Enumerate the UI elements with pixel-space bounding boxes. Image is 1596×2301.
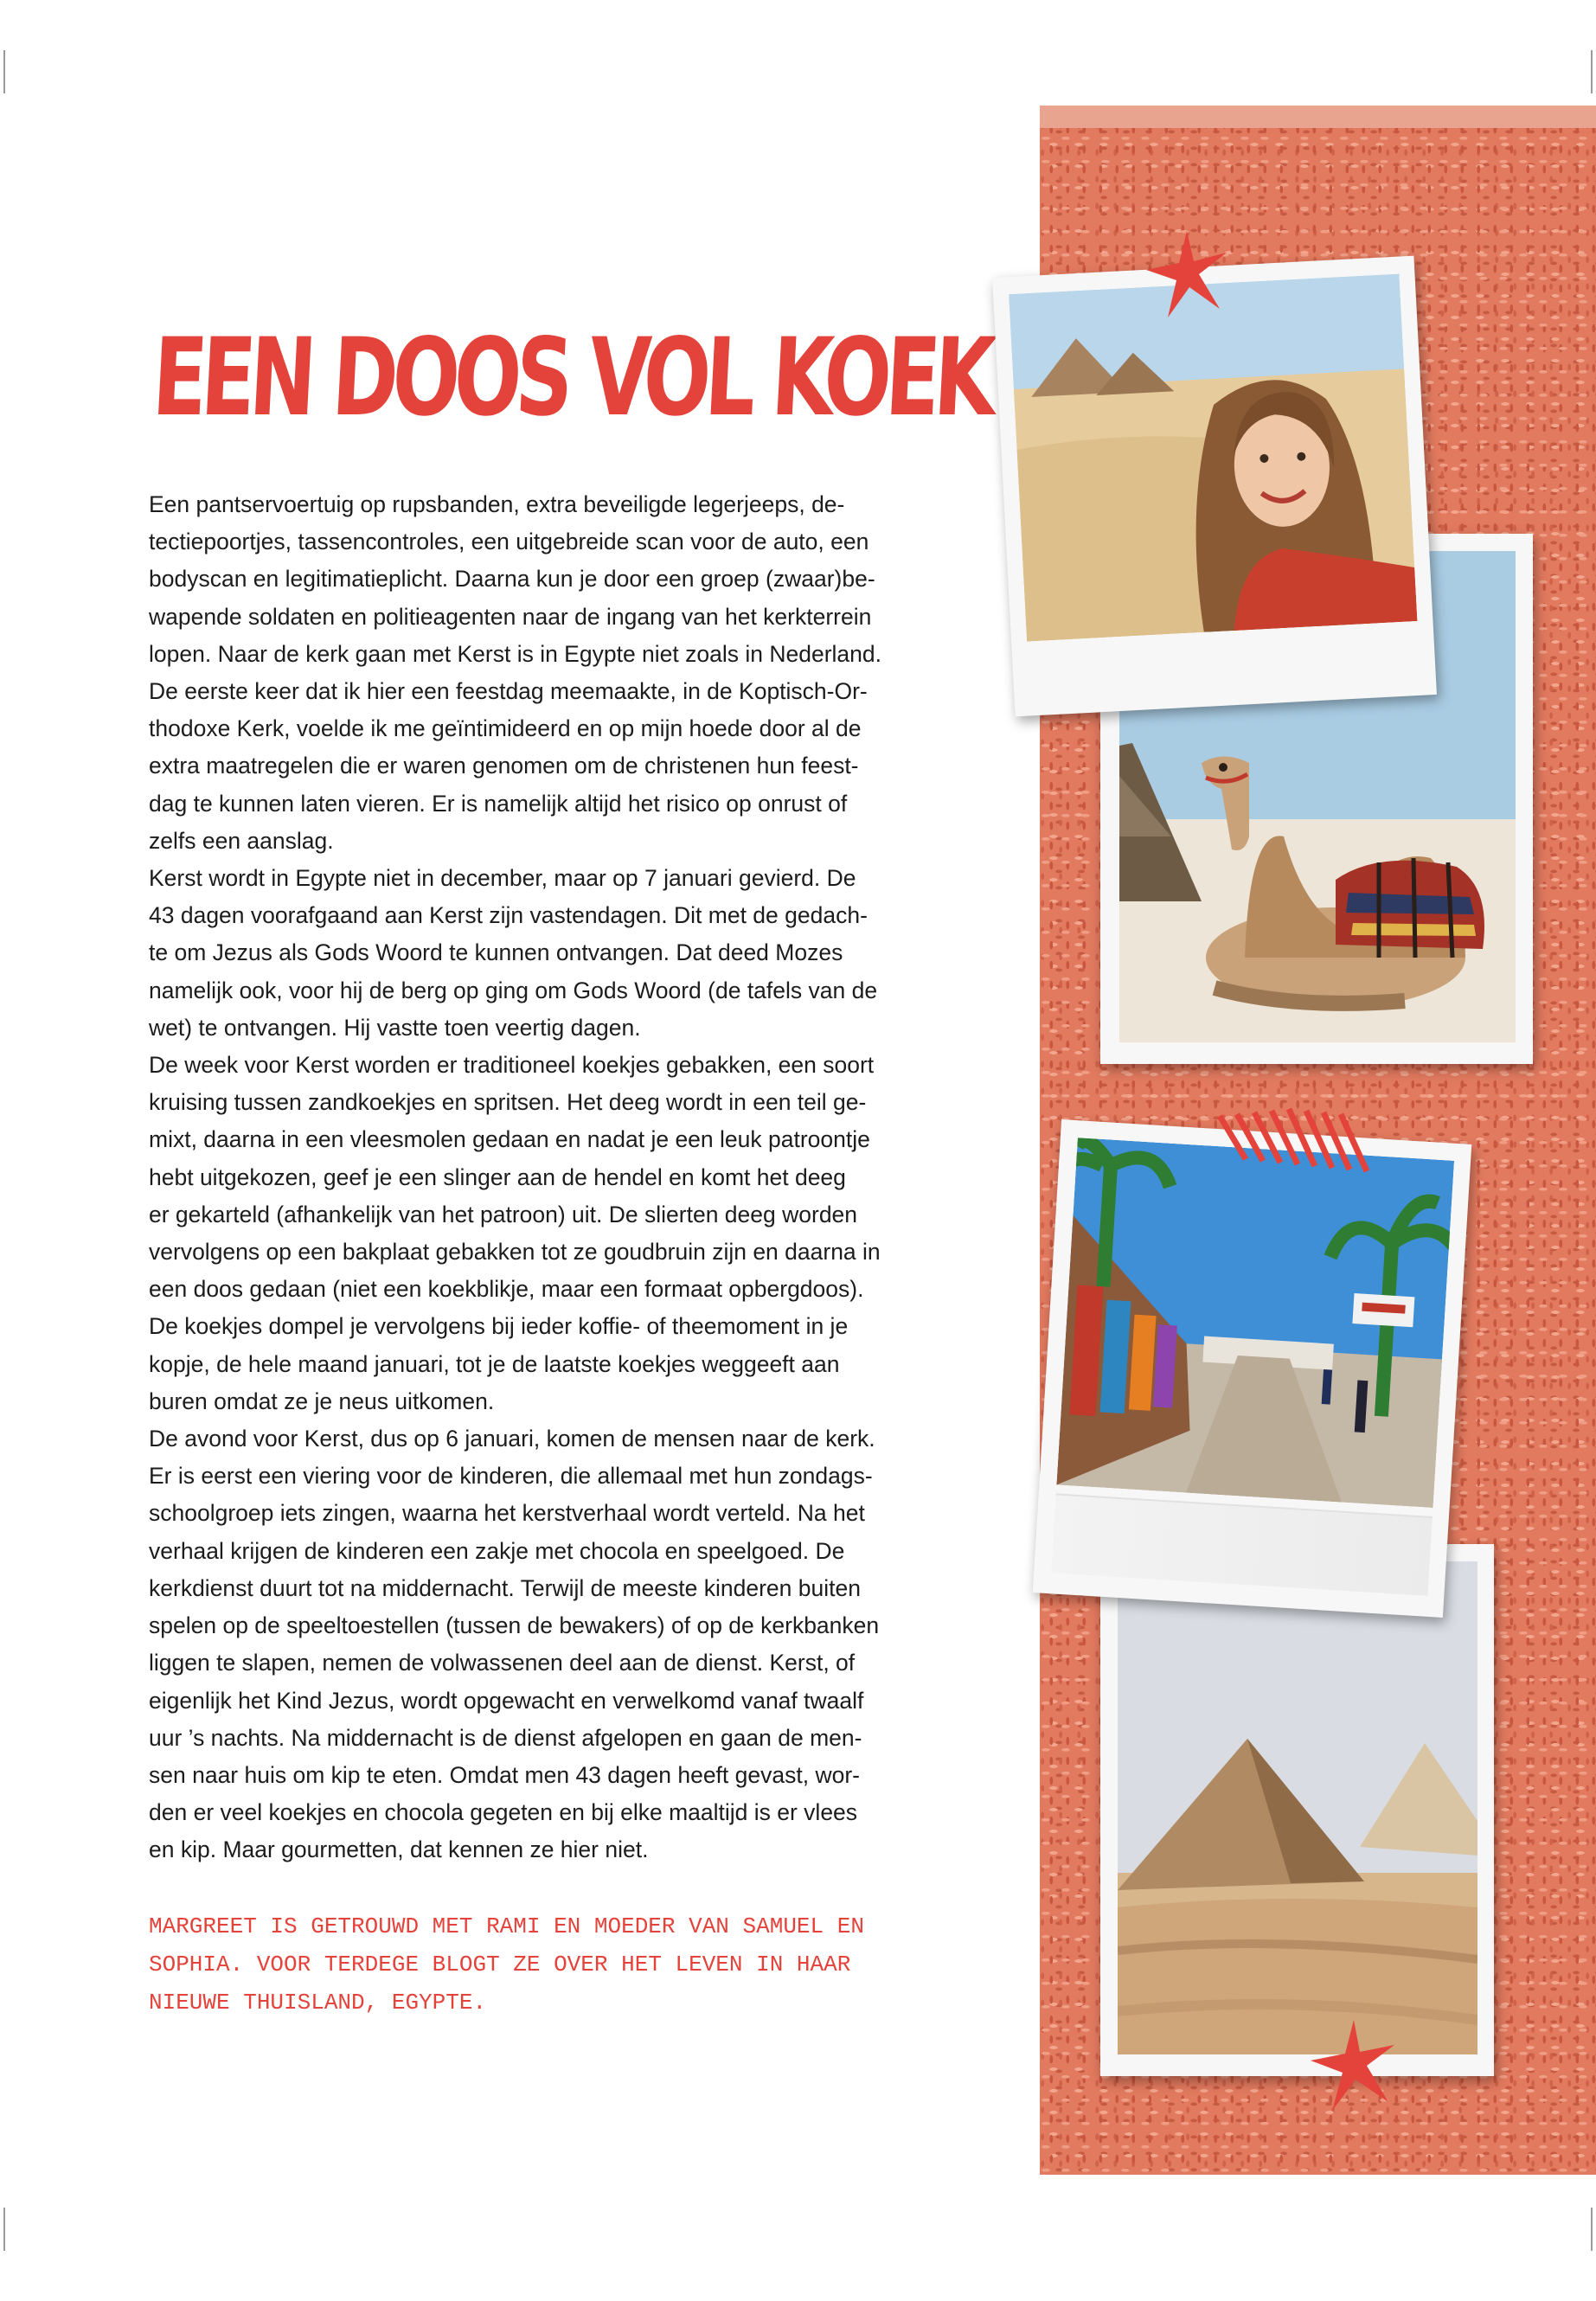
red-star-doodle-bottom <box>1306 2016 1401 2115</box>
paragraph-fasting: Kerst wordt in Egypte niet in december, maar op 7 januari gevierd. De 43 dagen voorafgaand aan Kerst zijn vastendagen. Dit met de gedach- te om Jezus als Gods Woord te kunnen ontvangen. Dat deed Mozes namelijk ook, voor hij de berg op ging om Gods Woord (de tafels van de wet) te ontvangen. Hij vastte toen veertig dagen. <box>149 865 878 1041</box>
polaroid-woman-pyramids <box>992 256 1437 717</box>
photo-pyramids <box>1118 1561 1477 2054</box>
article-title: EEN DOOS VOL KOEK <box>150 316 994 440</box>
crop-mark-top-right <box>1591 50 1593 93</box>
polaroid-bazaar <box>1033 1119 1472 1618</box>
paragraph-christmas-eve: De avond voor Kerst, dus op 6 januari, komen de mensen naar de kerk. Er is eerst een viering voor de kinderen, die allemaal met hun zondags- schoolgroep iets zingen, waarna het kerstverhaal wordt verteld. Na het verhaal krijgen de kinderen een zakje met chocola en speelgoed. De kerkdienst duurt tot na middernacht. Terwijl de meeste kinderen buiten spelen op de speeltoestellen (tussen de bewakers) of op de kerkbanken liggen te slapen, nemen de volwassenen deel aan de dienst. Kerst, of eigenlijk het Kind Jezus, wordt opgewacht en verwelkomd vanaf twaalf uur ’s nachts. Na middernacht is de dienst afgelopen en gaan de men- sen naar huis om kip te eten. Omdat men 43 dagen heeft gevast, wor- den er veel koekjes en chocola gegeten en bij elke maaltijd is er vlees en kip. Maar gourmetten, dat kennen ze hier niet. <box>149 1426 880 1863</box>
photo-strip <box>1051 1493 1433 1595</box>
author-bio: MARGREET IS GETROUWD MET RAMI EN MOEDER VAN SAMUEL EN SOPHIA. VOOR TERDEGE BLOGT ZE OVER HET LEVEN IN HAAR NIEUWE THUISLAND, EGYPTE. <box>149 1913 864 2016</box>
crop-mark-bottom-right <box>1591 2208 1593 2251</box>
article-body <box>149 486 938 1869</box>
polaroid-pyramids <box>1100 1544 1494 2076</box>
photo-woman-pyramids <box>1009 273 1417 641</box>
panel-top-band <box>1040 106 1596 128</box>
crop-mark-bottom-left <box>3 2208 5 2251</box>
red-star-doodle-top <box>1142 227 1233 322</box>
crop-mark-top-left <box>3 50 5 93</box>
paragraph-security: Een pantservoertuig op rupsbanden, extra beveiligde legerjeeps, de- tectiepoortjes, tassencontroles, een uitgebreide scan voor de auto, een bodyscan en legitimatieplicht. Daarna kun je door een groep (zwaar)be- wapende soldaten en politieagenten naar de ingang van het kerkterrein lopen. Naar de kerk gaan met Kerst is in Egypte niet zoals in Nederland. De eerste keer dat ik hier een feestdag meemaakte, in de Koptisch-Or- thodoxe Kerk, voelde ik me geïntimideerd en op mijn hoede door al de extra maatregelen die er waren genomen om de christenen hun feest- dag te kunnen laten vieren. Er is namelijk altijd het risico op onrust of zelfs een aanslag. <box>149 491 881 854</box>
red-hatch-tape <box>1211 1107 1384 1176</box>
paragraph-cookies: De week voor Kerst worden er traditioneel koekjes gebakken, een soort kruising tussen zandkoekjes en spritsen. Het deeg wordt in een teil ge- mixt, daarna in een vleesmolen gedaan en nadat je een leuk patroontje hebt uitgekozen, geef je een slinger aan de hendel en komt het deeg er gekarteld (afhankelijk van het patroon) uit. De slierten deeg worden vervolgens op een bakplaat gebakken tot ze goudbruin zijn en daarna in een doos gedaan (niet een koekblikje, maar een formaat opbergdoos). De koekjes dompel je vervolgens bij ieder koffie- of theemoment in je kopje, de hele maand januari, tot je de laatste koekjes weggeeft aan buren omdat ze je neus uitkomen. <box>149 1052 881 1414</box>
photo-bazaar <box>1056 1138 1454 1508</box>
